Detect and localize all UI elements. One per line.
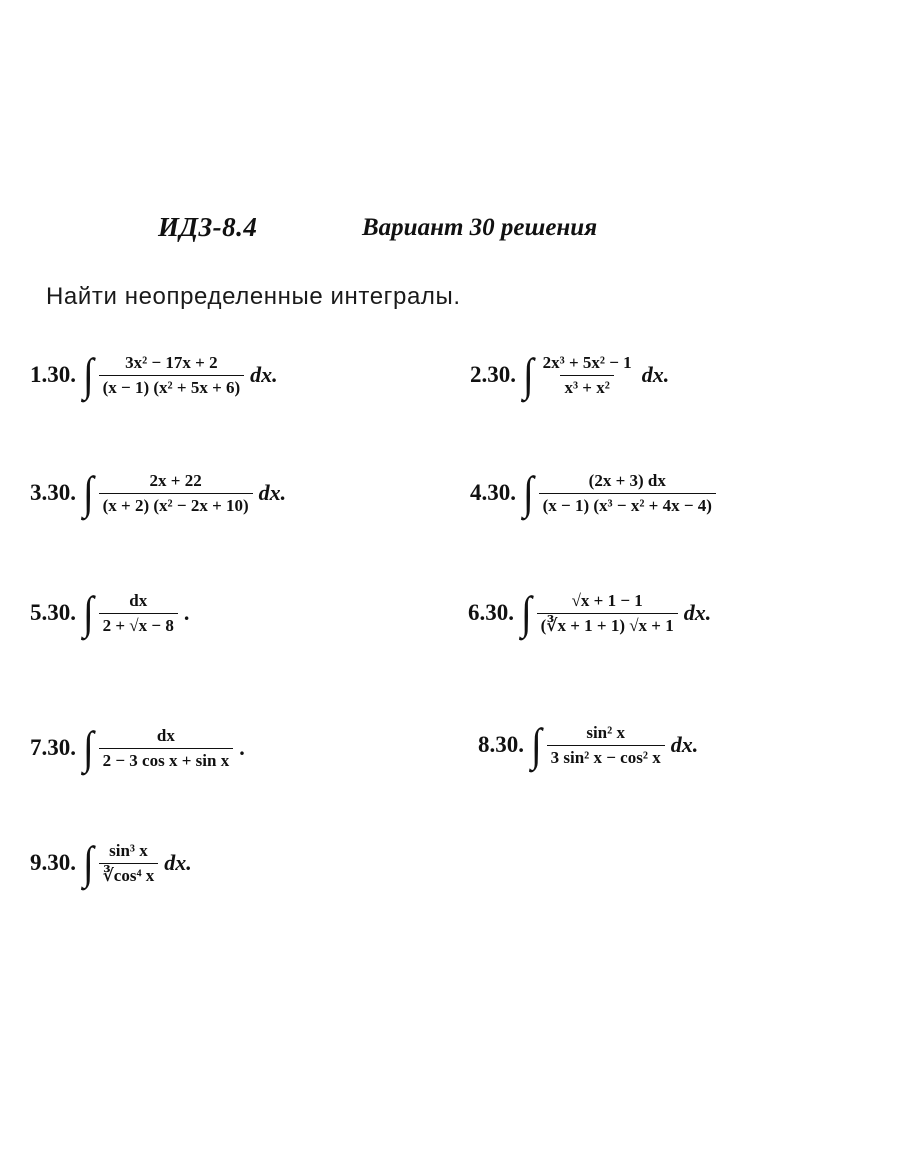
problem-8	[478, 719, 699, 770]
variant-title: Вариант 30 решения	[362, 214, 598, 241]
problem-9	[30, 837, 192, 888]
integral-sign: ∫	[82, 467, 94, 518]
fraction	[539, 353, 636, 398]
fraction	[99, 471, 253, 516]
problem-4	[470, 467, 722, 518]
numerator: dx	[129, 590, 148, 610]
denominator: 2 − 3 cos x + sin x	[99, 748, 234, 771]
fraction	[99, 591, 178, 636]
problem-number: 3.30.	[30, 480, 76, 505]
differential: dx.	[250, 362, 278, 387]
problem-number: 4.30.	[470, 480, 516, 505]
fraction	[99, 841, 159, 886]
fraction	[539, 471, 716, 516]
problem-number: 8.30.	[478, 732, 524, 757]
integral-sign: ∫	[82, 587, 94, 638]
terminal-period: .	[239, 735, 245, 760]
numerator: 3x² − 17x + 2	[125, 352, 218, 372]
denominator: 2 + √x − 8	[99, 613, 178, 636]
numerator: (2x + 3) dx	[588, 470, 666, 490]
denominator: (x − 1) (x² + 5x + 6)	[99, 375, 245, 398]
fraction	[547, 723, 665, 768]
problem-number: 5.30.	[30, 600, 76, 625]
terminal-period: .	[183, 600, 190, 625]
differential: dx.	[641, 362, 670, 387]
problem-3	[30, 467, 287, 518]
differential: dx.	[670, 732, 699, 757]
problem-1	[30, 349, 278, 400]
numerator: sin³ x	[109, 840, 148, 860]
fraction	[99, 726, 234, 771]
integral-sign: ∫	[522, 467, 534, 518]
assignment-code: ИДЗ-8.4	[158, 212, 258, 242]
differential: dx.	[258, 480, 287, 505]
integral-sign: ∫	[522, 349, 534, 400]
numerator: sin² x	[586, 722, 625, 742]
integral-sign: ∫	[82, 349, 94, 400]
denominator: (x + 2) (x² − 2x + 10)	[99, 493, 253, 516]
denominator: (x − 1) (x³ − x² + 4x − 4)	[539, 493, 716, 516]
denominator: (∛x + 1 + 1) √x + 1	[537, 613, 678, 636]
problem-number: 7.30.	[30, 735, 76, 760]
fraction	[99, 353, 245, 398]
numerator: dx	[156, 725, 175, 745]
integral-sign: ∫	[520, 587, 532, 638]
differential: dx.	[683, 600, 712, 625]
problem-7	[30, 722, 245, 773]
differential: dx.	[164, 850, 192, 875]
integral-sign: ∫	[82, 837, 94, 888]
denominator: x³ + x²	[560, 375, 613, 398]
numerator: √x + 1 − 1	[571, 590, 643, 610]
integral-sign: ∫	[530, 719, 542, 770]
problem-2	[470, 349, 670, 400]
problem-6	[468, 587, 712, 638]
problem-number: 2.30.	[470, 362, 516, 387]
problem-number: 1.30.	[30, 362, 76, 387]
problem-5	[30, 587, 190, 638]
numerator: 2x³ + 5x² − 1	[542, 352, 632, 372]
integral-sign: ∫	[82, 722, 94, 773]
denominator: ∛cos⁴ x	[99, 863, 159, 886]
fraction	[537, 591, 678, 636]
problem-number: 6.30.	[468, 600, 514, 625]
numerator: 2x + 22	[149, 470, 202, 490]
task-instruction: Найти неопределенные интегралы.	[46, 283, 461, 310]
denominator: 3 sin² x − cos² x	[547, 745, 665, 768]
problem-number: 9.30.	[30, 850, 76, 875]
